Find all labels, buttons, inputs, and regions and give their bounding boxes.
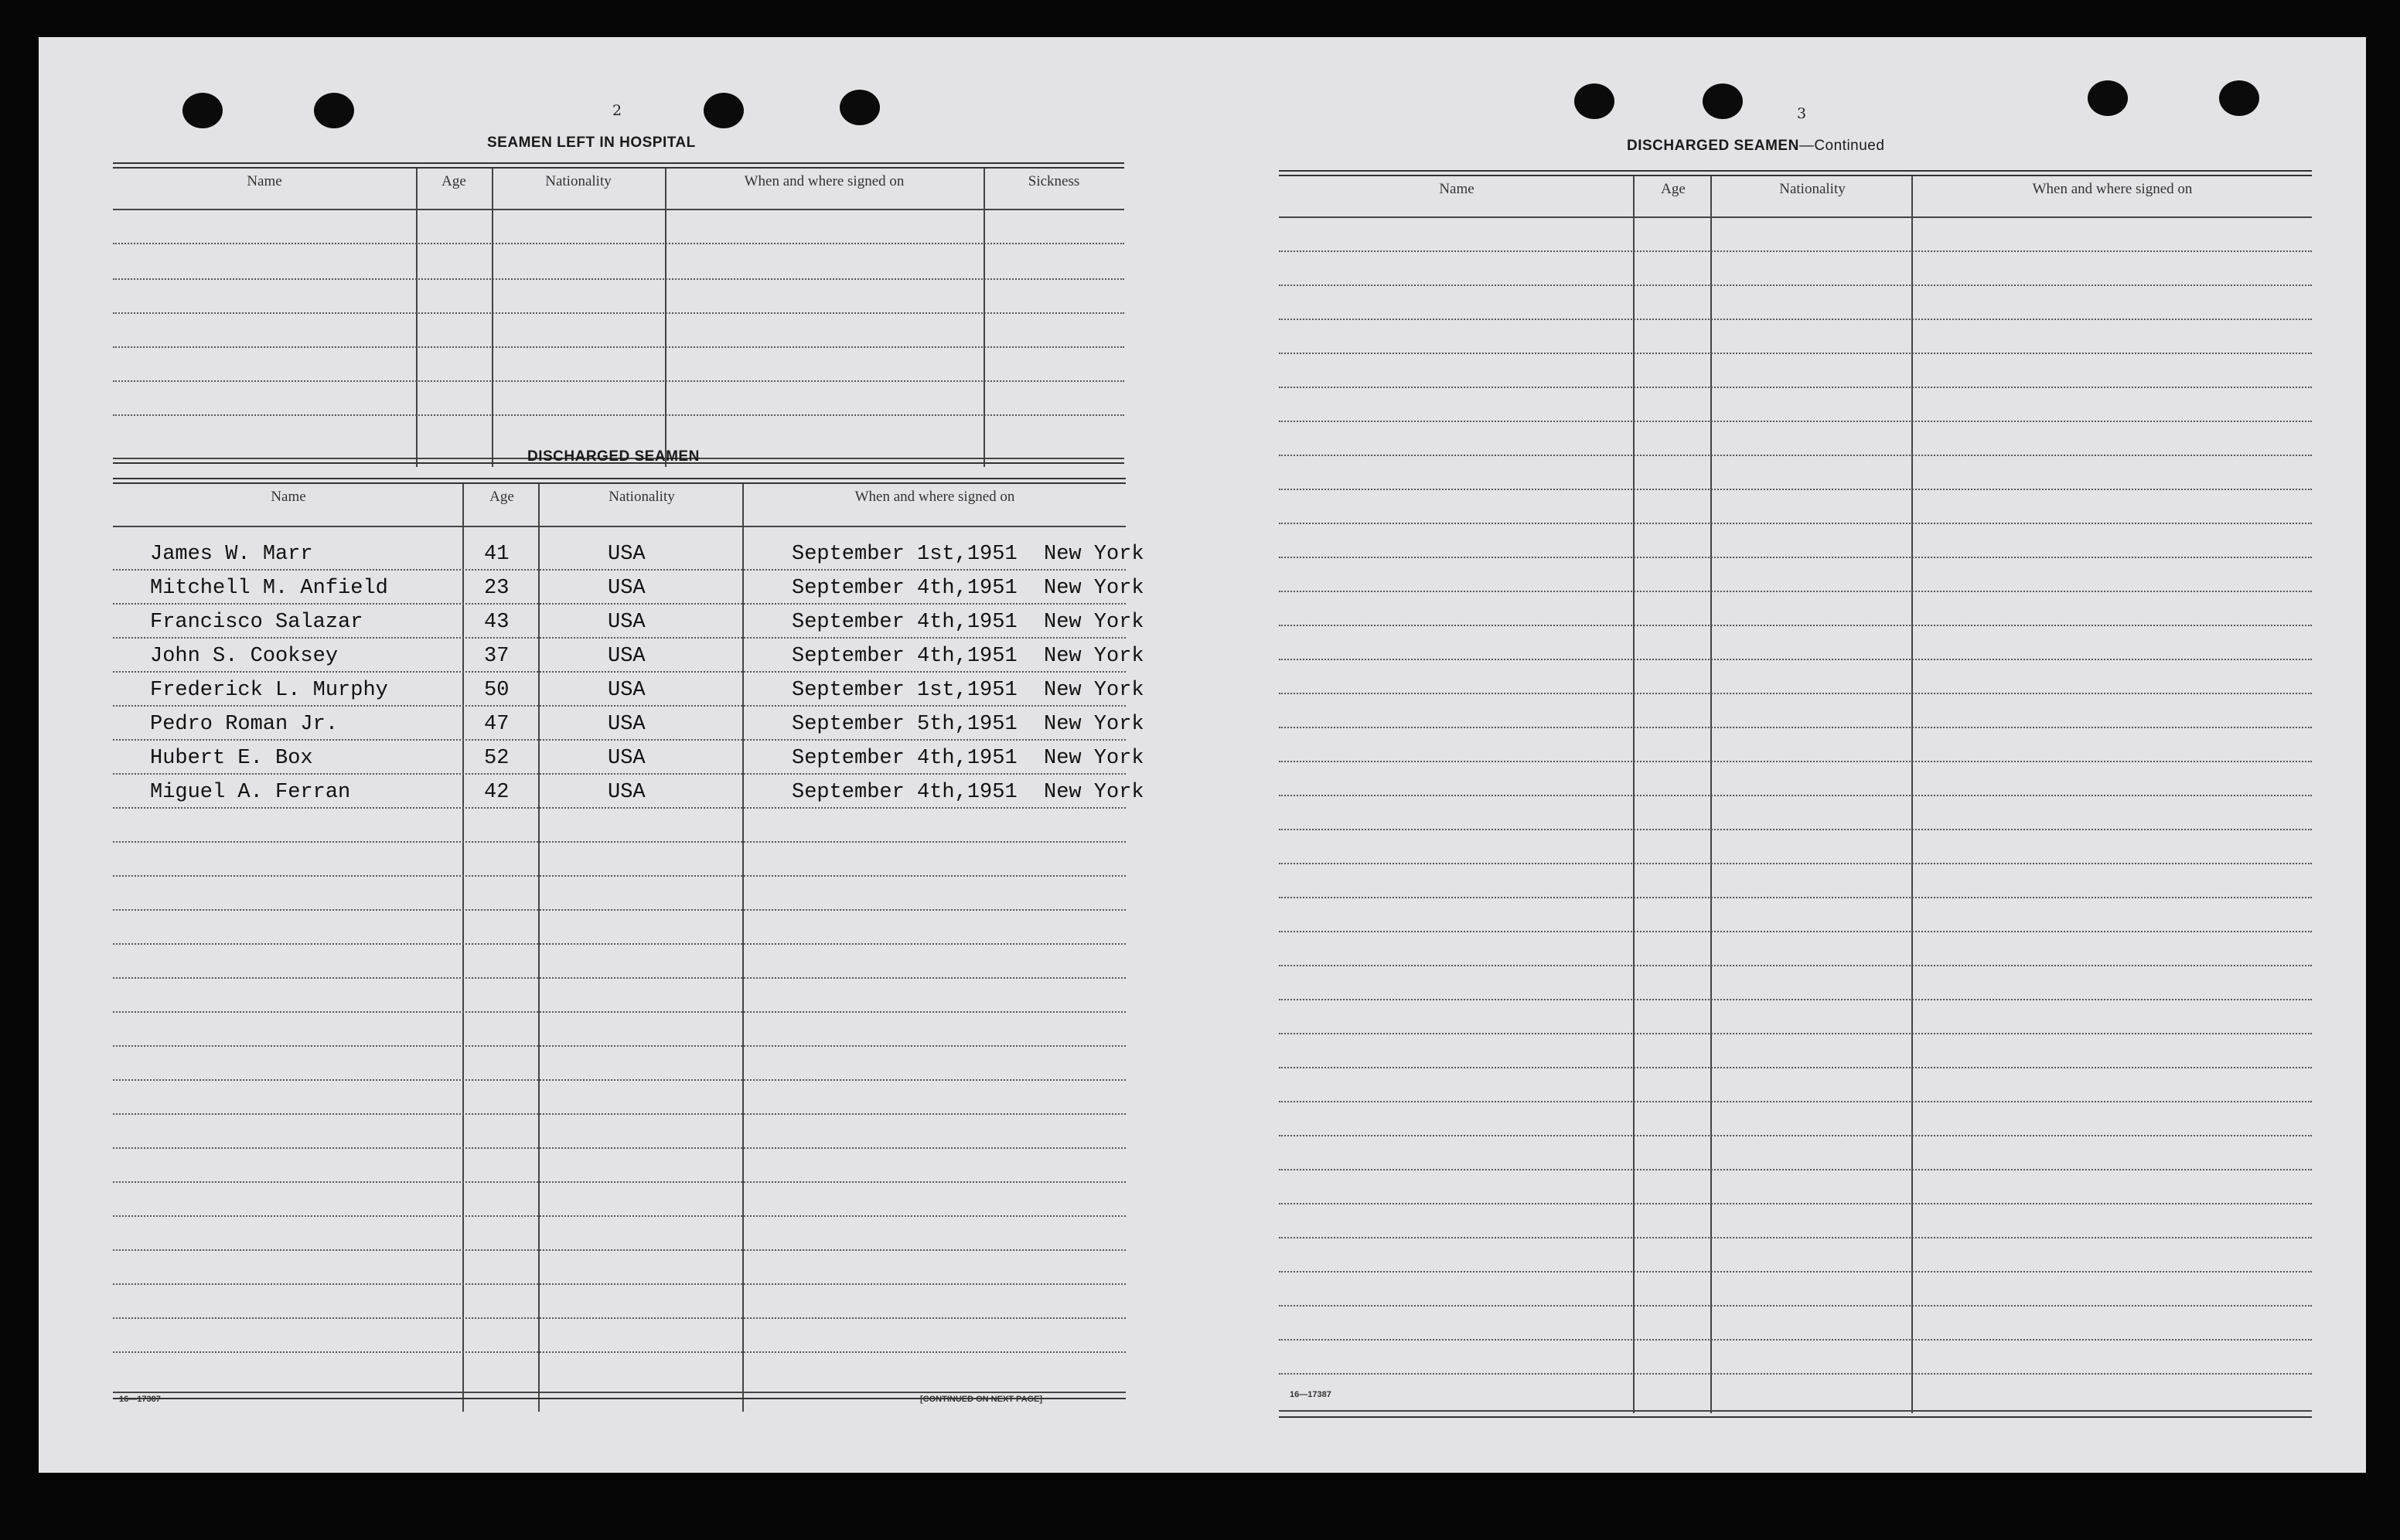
- right-section-title-bold: DISCHARGED SEAMEN: [1627, 138, 1799, 154]
- discharged-continued-table: [1279, 170, 2312, 1422]
- form-number-left: 16—17387: [119, 1395, 161, 1404]
- punch-hole: [840, 90, 880, 125]
- punch-hole: [2219, 80, 2259, 116]
- signed-on-place: New York: [1044, 611, 1144, 634]
- hospital-section-title: SEAMEN LEFT IN HOSPITAL: [487, 135, 696, 151]
- punch-hole: [2088, 80, 2128, 116]
- page-number-left: 2: [612, 102, 622, 119]
- col-header-nationality: Nationality: [609, 489, 675, 505]
- col-header-name: Name: [247, 173, 282, 189]
- seaman-nationality: USA: [608, 611, 646, 634]
- page-number-right: 3: [1797, 105, 1807, 122]
- signed-on-date: September 4th,1951: [792, 645, 1018, 668]
- signed-on-date: September 1st,1951: [792, 679, 1018, 702]
- continued-note: [CONTINUED ON NEXT PAGE]: [920, 1395, 1043, 1404]
- hospital-table: [113, 162, 1124, 468]
- seaman-age: 43: [484, 611, 510, 634]
- discharged-table: [113, 478, 1144, 1415]
- signed-on-place: New York: [1044, 781, 1144, 804]
- right-section-title: [1627, 138, 1884, 155]
- form-number-right: 16—17387: [1290, 1390, 1331, 1399]
- signed-on-place: New York: [1044, 577, 1144, 600]
- seaman-age: 37: [484, 645, 510, 668]
- seaman-age: 50: [484, 679, 510, 702]
- col-header-signed-on: When and where signed on: [744, 173, 905, 189]
- seaman-name: Mitchell M. Anfield: [150, 577, 388, 600]
- signed-on-place: New York: [1044, 679, 1144, 702]
- seaman-age: 23: [484, 577, 510, 600]
- seaman-name: Pedro Roman Jr.: [150, 713, 339, 736]
- signed-on-place: New York: [1044, 747, 1144, 770]
- signed-on-date: September 4th,1951: [792, 781, 1018, 804]
- signed-on-date: September 4th,1951: [792, 611, 1018, 634]
- punch-hole: [182, 93, 223, 128]
- punch-hole: [314, 93, 354, 128]
- seaman-age: 41: [484, 543, 510, 566]
- seaman-name: Miguel A. Ferran: [150, 781, 351, 804]
- signed-on-date: September 1st,1951: [792, 543, 1018, 566]
- seaman-nationality: USA: [608, 781, 646, 804]
- seaman-name: Frederick L. Murphy: [150, 679, 388, 702]
- col-header-name: Name: [271, 489, 306, 505]
- seaman-nationality: USA: [608, 577, 646, 600]
- right-section-title-rest: —Continued: [1798, 138, 1885, 154]
- punch-hole: [1574, 83, 1614, 119]
- col-header-nationality: Nationality: [545, 173, 612, 189]
- signed-on-date: September 5th,1951: [792, 713, 1018, 736]
- col-header-sickness: Sickness: [1028, 173, 1080, 189]
- col-header-age: Age: [1661, 181, 1686, 197]
- seaman-nationality: USA: [608, 679, 646, 702]
- col-header-signed-on: When and where signed on: [2032, 181, 2193, 197]
- signed-on-place: New York: [1044, 645, 1144, 668]
- seaman-name: Hubert E. Box: [150, 747, 313, 770]
- signed-on-place: New York: [1044, 543, 1144, 566]
- seaman-age: 52: [484, 747, 510, 770]
- signed-on-date: September 4th,1951: [792, 577, 1018, 600]
- document-sheet: [39, 37, 2366, 1473]
- signed-on-place: New York: [1044, 713, 1144, 736]
- punch-hole: [704, 93, 744, 128]
- col-header-age: Age: [489, 489, 514, 505]
- discharged-section-title: DISCHARGED SEAMEN: [527, 448, 700, 465]
- seaman-nationality: USA: [608, 645, 646, 668]
- col-header-name: Name: [1439, 181, 1474, 197]
- col-header-signed-on: When and where signed on: [854, 489, 1015, 505]
- seaman-name: John S. Cooksey: [150, 645, 339, 668]
- seaman-age: 47: [484, 713, 510, 736]
- seaman-name: James W. Marr: [150, 543, 313, 566]
- seaman-nationality: USA: [608, 747, 646, 770]
- seaman-age: 42: [484, 781, 510, 804]
- signed-on-date: September 4th,1951: [792, 747, 1018, 770]
- punch-hole: [1703, 83, 1743, 119]
- seaman-name: Francisco Salazar: [150, 611, 363, 634]
- seaman-nationality: USA: [608, 713, 646, 736]
- col-header-age: Age: [441, 173, 466, 189]
- seaman-nationality: USA: [608, 543, 646, 566]
- col-header-nationality: Nationality: [1779, 181, 1846, 197]
